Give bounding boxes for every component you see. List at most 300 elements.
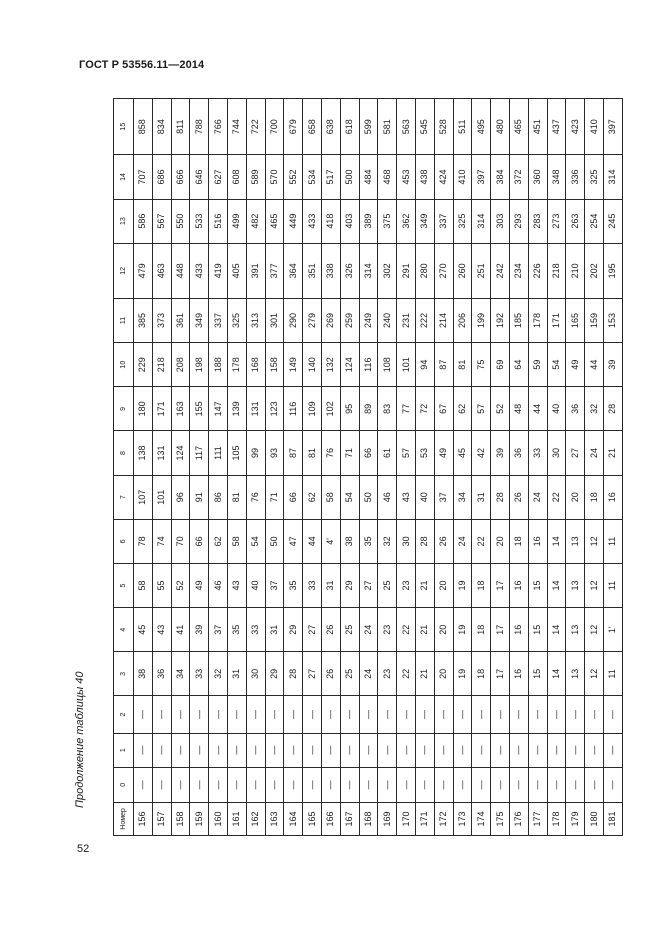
table-cell: 479: [134, 243, 153, 298]
table-cell: 62: [303, 475, 322, 519]
table-cell: 362: [397, 199, 416, 243]
table-cell: —: [171, 767, 190, 802]
table-cell: 58: [321, 475, 340, 519]
table-cell: 52: [171, 563, 190, 607]
table-cell: —: [547, 767, 566, 802]
table-cell: 50: [359, 475, 378, 519]
table-cell: 28: [415, 519, 434, 563]
table-cell: 302: [378, 243, 397, 298]
table-cell: —: [603, 696, 622, 733]
table-cell: 45: [134, 608, 153, 652]
table-cell: —: [453, 696, 472, 733]
table-row: [397, 99, 416, 836]
table-cell: 34: [171, 652, 190, 696]
table-cell: 279: [303, 298, 322, 342]
table-cell: 54: [340, 475, 359, 519]
table-cell: —: [566, 733, 585, 767]
table-cell: 37: [434, 475, 453, 519]
column-header: 3: [114, 652, 134, 696]
table-cell: 360: [528, 155, 547, 199]
table-cell: 291: [397, 243, 416, 298]
table-cell: 19: [453, 652, 472, 696]
table-cell: 700: [265, 99, 284, 155]
table-cell: 102: [321, 387, 340, 431]
table-cell: 30: [246, 652, 265, 696]
table-cell: 24: [359, 652, 378, 696]
table-cell: 202: [585, 243, 604, 298]
table-cell: 240: [378, 298, 397, 342]
table-cell: —: [171, 733, 190, 767]
table-cell: —: [585, 696, 604, 733]
row-number-cell: 176: [509, 802, 528, 835]
table-cell: 646: [190, 155, 209, 199]
table-cell: 23: [378, 608, 397, 652]
table-cell: 533: [190, 199, 209, 243]
row-number-cell: 170: [397, 802, 416, 835]
table-cell: 23: [378, 652, 397, 696]
table-cell: 679: [284, 99, 303, 155]
column-header: 4: [114, 608, 134, 652]
table-row: [284, 99, 303, 836]
table-cell: 188: [209, 343, 228, 387]
row-number-cell: 177: [528, 802, 547, 835]
table-cell: 64: [509, 343, 528, 387]
table-cell: 618: [340, 99, 359, 155]
table-cell: —: [509, 767, 528, 802]
table-cell: 140: [303, 343, 322, 387]
row-number-cell: 162: [246, 802, 265, 835]
table-cell: 57: [472, 387, 491, 431]
row-number-cell: 174: [472, 802, 491, 835]
table-row: [227, 99, 246, 836]
table-cell: —: [378, 696, 397, 733]
table-cell: 43: [397, 475, 416, 519]
table-cell: 11: [603, 652, 622, 696]
table-cell: 20: [434, 608, 453, 652]
table-cell: —: [566, 696, 585, 733]
table-cell: 14: [547, 652, 566, 696]
table-cell: 858: [134, 99, 153, 155]
table-cell: 314: [359, 243, 378, 298]
table-cell: 116: [359, 343, 378, 387]
table-row: [585, 99, 604, 836]
table-cell: —: [491, 767, 510, 802]
table-cell: 66: [190, 519, 209, 563]
table-cell: 283: [528, 199, 547, 243]
table-cell: 372: [509, 155, 528, 199]
table-cell: —: [284, 733, 303, 767]
table-cell: —: [415, 696, 434, 733]
table-cell: 517: [321, 155, 340, 199]
table-cell: 28: [603, 387, 622, 431]
table-cell: 25: [340, 608, 359, 652]
table-cell: 24: [585, 431, 604, 475]
table-row: [303, 99, 322, 836]
table-cell: 21: [415, 563, 434, 607]
table-cell: —: [246, 696, 265, 733]
table-cell: 14: [547, 519, 566, 563]
table-cell: —: [472, 696, 491, 733]
table-cell: 423: [566, 99, 585, 155]
table-cell: 11: [603, 563, 622, 607]
table-cell: 116: [284, 387, 303, 431]
table-cell: 226: [528, 243, 547, 298]
table-cell: 234: [509, 243, 528, 298]
table-cell: 47: [284, 519, 303, 563]
table-cell: —: [209, 767, 228, 802]
row-number-cell: 168: [359, 802, 378, 835]
table-cell: 27: [359, 563, 378, 607]
table-cell: —: [397, 733, 416, 767]
table-cell: 516: [209, 199, 228, 243]
row-number-cell: 166: [321, 802, 340, 835]
table-cell: 131: [152, 431, 171, 475]
table-cell: 410: [453, 155, 472, 199]
table-cell: 31: [227, 652, 246, 696]
table-cell: 349: [415, 199, 434, 243]
table-cell: 15: [528, 652, 547, 696]
table-cell: —: [528, 767, 547, 802]
table-cell: 178: [528, 298, 547, 342]
table-cell: 59: [528, 343, 547, 387]
table-cell: 27: [566, 431, 585, 475]
table-cell: 666: [171, 155, 190, 199]
table-cell: 32: [378, 519, 397, 563]
table-cell: —: [359, 733, 378, 767]
table-cell: 93: [265, 431, 284, 475]
table-cell: 14: [547, 563, 566, 607]
table-cell: 17: [491, 652, 510, 696]
table-cell: 62: [209, 519, 228, 563]
table-cell: 43: [152, 608, 171, 652]
table-cell: —: [303, 696, 322, 733]
table-cell: —: [434, 696, 453, 733]
table-cell: —: [397, 767, 416, 802]
table-cell: 418: [321, 199, 340, 243]
table-cell: 214: [434, 298, 453, 342]
table-row: [491, 99, 510, 836]
document-header: ГОСТ Р 53556.11—2014: [79, 59, 205, 71]
table-row: [359, 99, 378, 836]
table-cell: 117: [190, 431, 209, 475]
table-cell: 29: [265, 652, 284, 696]
table-cell: 77: [397, 387, 416, 431]
table-cell: —: [284, 696, 303, 733]
table-cell: 40: [415, 475, 434, 519]
row-number-cell: 163: [265, 802, 284, 835]
table-cell: —: [134, 767, 153, 802]
table-cell: 449: [284, 199, 303, 243]
table-cell: 94: [415, 343, 434, 387]
table-cell: —: [303, 733, 322, 767]
table-row: [453, 99, 472, 836]
table-cell: 545: [415, 99, 434, 155]
table-cell: 168: [246, 343, 265, 387]
row-number-cell: 164: [284, 802, 303, 835]
table-cell: 325: [453, 199, 472, 243]
table-cell: 586: [134, 199, 153, 243]
table-cell: 38: [134, 652, 153, 696]
row-number-cell: 178: [547, 802, 566, 835]
table-cell: 22: [547, 475, 566, 519]
table-cell: 108: [378, 343, 397, 387]
table-cell: 21: [415, 608, 434, 652]
table-cell: 242: [491, 243, 510, 298]
table-cell: —: [528, 696, 547, 733]
table-cell: 31: [472, 475, 491, 519]
table-cell: 76: [246, 475, 265, 519]
table-row: [209, 99, 228, 836]
table-cell: 33: [190, 652, 209, 696]
table-cell: 29: [284, 608, 303, 652]
table-cell: 32: [585, 387, 604, 431]
table-cell: —: [303, 767, 322, 802]
table-cell: 22: [472, 519, 491, 563]
table-cell: 124: [171, 431, 190, 475]
table-row: [321, 99, 340, 836]
table-row: [509, 99, 528, 836]
table-cell: 364: [284, 243, 303, 298]
table-cell: —: [603, 767, 622, 802]
table-cell: 35: [227, 608, 246, 652]
table-cell: 834: [152, 99, 171, 155]
table-cell: 389: [359, 199, 378, 243]
table-cell: 21: [415, 652, 434, 696]
table-cell: 29: [340, 563, 359, 607]
table-cell: 44: [303, 519, 322, 563]
table-cell: —: [453, 733, 472, 767]
table-cell: —: [227, 767, 246, 802]
table-cell: 468: [378, 155, 397, 199]
table-cell: —: [378, 767, 397, 802]
table-cell: 313: [246, 298, 265, 342]
table-cell: 50: [265, 519, 284, 563]
table-cell: —: [321, 696, 340, 733]
table-cell: 171: [547, 298, 566, 342]
table-cell: 43: [227, 563, 246, 607]
table-cell: —: [321, 733, 340, 767]
table-cell: —: [265, 696, 284, 733]
column-header: 2: [114, 696, 134, 733]
table-cell: 101: [397, 343, 416, 387]
table-cell: 44: [528, 387, 547, 431]
table-cell: —: [321, 767, 340, 802]
table-cell: 48: [509, 387, 528, 431]
table-cell: 12: [585, 652, 604, 696]
table-cell: 325: [585, 155, 604, 199]
table-cell: —: [491, 733, 510, 767]
table-cell: 27: [303, 652, 322, 696]
table-cell: 437: [547, 99, 566, 155]
table-cell: 326: [340, 243, 359, 298]
table-cell: 28: [491, 475, 510, 519]
table-row: [134, 99, 153, 836]
table-cell: —: [547, 733, 566, 767]
table-cell: 206: [453, 298, 472, 342]
table-row: [566, 99, 585, 836]
table-cell: 18: [472, 563, 491, 607]
table-row: [340, 99, 359, 836]
table-cell: 18: [585, 475, 604, 519]
table-cell: 433: [190, 243, 209, 298]
column-header: 11: [114, 298, 134, 342]
table-cell: 32: [209, 652, 228, 696]
row-number-cell: 173: [453, 802, 472, 835]
table-cell: 38: [340, 519, 359, 563]
table-cell: 19: [453, 608, 472, 652]
table-cell: 87: [284, 431, 303, 475]
table-cell: 33: [528, 431, 547, 475]
table-cell: 528: [434, 99, 453, 155]
table-cell: 96: [171, 475, 190, 519]
table-cell: 37: [209, 608, 228, 652]
table-cell: 336: [566, 155, 585, 199]
table-cell: 465: [509, 99, 528, 155]
table-row: [528, 99, 547, 836]
table-cell: 131: [246, 387, 265, 431]
table-cell: 149: [284, 343, 303, 387]
table-cell: 42: [472, 431, 491, 475]
table-cell: 199: [472, 298, 491, 342]
table-cell: 337: [434, 199, 453, 243]
table-cell: 811: [171, 99, 190, 155]
table-cell: 608: [227, 155, 246, 199]
table-cell: 16: [528, 519, 547, 563]
table-cell: 405: [227, 243, 246, 298]
table-cell: 81: [227, 475, 246, 519]
table-cell: —: [453, 767, 472, 802]
row-number-cell: 180: [585, 802, 604, 835]
table-cell: 54: [547, 343, 566, 387]
table-cell: 40: [246, 563, 265, 607]
table-cell: 18: [472, 608, 491, 652]
table-cell: 138: [134, 431, 153, 475]
table-caption: Продолжение таблицы 40: [74, 671, 86, 808]
column-header: 13: [114, 199, 134, 243]
table-cell: —: [547, 696, 566, 733]
table-cell: 599: [359, 99, 378, 155]
table-cell: 195: [603, 243, 622, 298]
table-cell: 218: [547, 243, 566, 298]
table-cell: 231: [397, 298, 416, 342]
table-cell: 39: [491, 431, 510, 475]
table-cell: 254: [585, 199, 604, 243]
page-number: 52: [77, 843, 90, 855]
table-cell: 13: [566, 608, 585, 652]
column-header: 6: [114, 519, 134, 563]
table-cell: 45: [453, 431, 472, 475]
table-cell: 20: [434, 563, 453, 607]
table-cell: 19: [453, 563, 472, 607]
table-cell: 36: [566, 387, 585, 431]
table-cell: 89: [359, 387, 378, 431]
table-cell: 4': [321, 519, 340, 563]
table-cell: 351: [303, 243, 322, 298]
table-cell: 30: [397, 519, 416, 563]
table-cell: —: [491, 696, 510, 733]
table-cell: —: [171, 696, 190, 733]
table-cell: 550: [171, 199, 190, 243]
table-cell: 744: [227, 99, 246, 155]
table-cell: 67: [434, 387, 453, 431]
table-cell: 424: [434, 155, 453, 199]
table-cell: 163: [171, 387, 190, 431]
table-cell: 397: [472, 155, 491, 199]
table-cell: —: [190, 696, 209, 733]
table-cell: 33: [246, 608, 265, 652]
table-cell: —: [265, 733, 284, 767]
table-cell: —: [340, 733, 359, 767]
table-cell: 707: [134, 155, 153, 199]
table-cell: 249: [359, 298, 378, 342]
table-cell: 107: [134, 475, 153, 519]
table-cell: 158: [265, 343, 284, 387]
table-cell: 69: [491, 343, 510, 387]
table-cell: 24: [359, 608, 378, 652]
table-cell: —: [246, 767, 265, 802]
table-cell: 484: [359, 155, 378, 199]
table-cell: 384: [491, 155, 510, 199]
table-row: [171, 99, 190, 836]
row-number-cell: 179: [566, 802, 585, 835]
table-cell: 20: [491, 519, 510, 563]
table-cell: 12: [585, 519, 604, 563]
table-cell: 30: [547, 431, 566, 475]
table-cell: 180: [134, 387, 153, 431]
table-cell: 686: [152, 155, 171, 199]
table-cell: 165: [566, 298, 585, 342]
table-cell: 15: [528, 563, 547, 607]
table-row: [547, 99, 566, 836]
table-cell: 41: [171, 608, 190, 652]
table-cell: 70: [171, 519, 190, 563]
table-cell: 361: [171, 298, 190, 342]
table-cell: —: [434, 767, 453, 802]
table-cell: 263: [566, 199, 585, 243]
table-cell: 20: [566, 475, 585, 519]
table-cell: 210: [566, 243, 585, 298]
table-cell: —: [340, 767, 359, 802]
table-cell: 21: [603, 431, 622, 475]
table-cell: 269: [321, 298, 340, 342]
table-cell: 26: [434, 519, 453, 563]
table-cell: 480: [491, 99, 510, 155]
table-cell: —: [246, 733, 265, 767]
table-cell: 81: [303, 431, 322, 475]
table-cell: 23: [397, 563, 416, 607]
table-cell: 20: [434, 652, 453, 696]
table-cell: 433: [303, 199, 322, 243]
table-cell: 44: [585, 343, 604, 387]
row-number-cell: 167: [340, 802, 359, 835]
table-cell: —: [190, 733, 209, 767]
table-cell: 75: [472, 343, 491, 387]
table-cell: 83: [378, 387, 397, 431]
table-cell: 159: [585, 298, 604, 342]
row-number-cell: 171: [415, 802, 434, 835]
table-cell: 301: [265, 298, 284, 342]
table-cell: 290: [284, 298, 303, 342]
table-cell: 303: [491, 199, 510, 243]
table-cell: 66: [359, 431, 378, 475]
table-cell: —: [227, 696, 246, 733]
table-cell: 638: [321, 99, 340, 155]
column-header: 7: [114, 475, 134, 519]
table-cell: 451: [528, 99, 547, 155]
table-cell: 16: [509, 563, 528, 607]
row-number-cell: 157: [152, 802, 171, 835]
table-cell: —: [134, 733, 153, 767]
